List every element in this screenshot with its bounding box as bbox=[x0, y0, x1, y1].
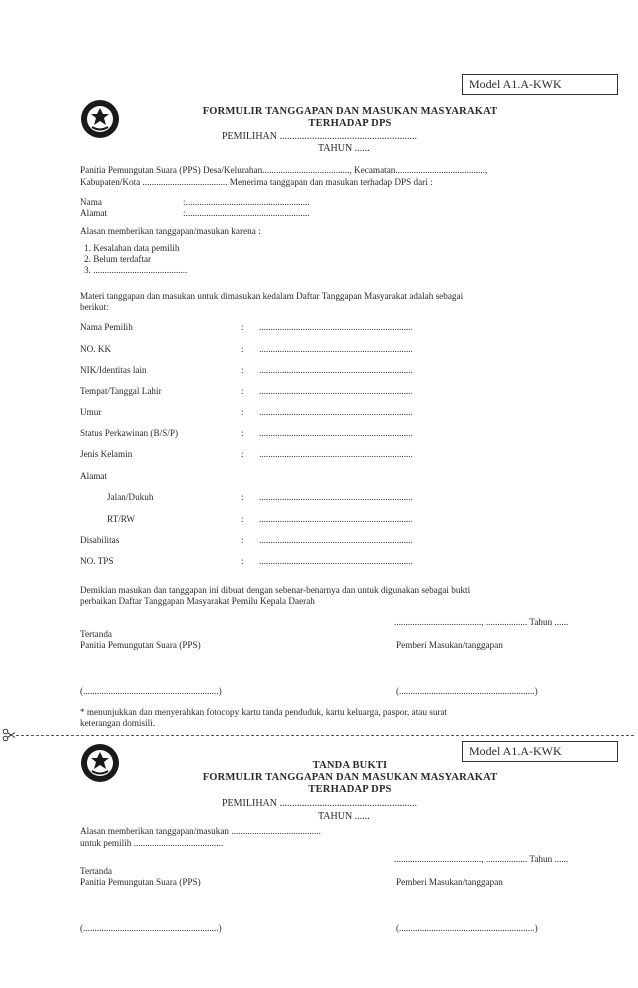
field-input[interactable]: ................................................................... bbox=[259, 386, 413, 396]
field-label: Disabilitas bbox=[80, 535, 120, 545]
field-input[interactable]: ................................................................... bbox=[259, 344, 413, 354]
field-colon: : bbox=[241, 322, 244, 332]
reason-item[interactable]: 3. ......................................... bbox=[84, 265, 188, 275]
field-colon: : bbox=[241, 407, 244, 417]
field-label: Nama Pemilih bbox=[80, 322, 133, 332]
field-label: Alamat bbox=[80, 471, 108, 481]
date-line[interactable]: ......................................, .................. Tahun ...... bbox=[394, 617, 569, 627]
field-label: Tempat/Tanggal Lahir bbox=[80, 386, 162, 396]
pps-label: Panitia Pemungutan Suara (PPS) bbox=[80, 877, 201, 887]
field-input[interactable]: ................................................................... bbox=[259, 514, 413, 524]
field-input[interactable]: ................................................................... bbox=[259, 322, 413, 332]
model-label: Model A1.A-KWK bbox=[462, 741, 618, 762]
field-colon: : bbox=[241, 556, 244, 566]
signature-right[interactable]: (...........................................................) bbox=[396, 686, 538, 696]
field-colon: : bbox=[241, 386, 244, 396]
materi-line-1: Materi tanggapan dan masukan untuk dimasukan kedalam Daftar Tanggapan Masyarakat adalah sebagai bbox=[80, 291, 464, 301]
receipt-title: TANDA BUKTI bbox=[312, 760, 388, 771]
scissors-icon bbox=[2, 728, 16, 742]
form-subtitle: TERHADAP DPS bbox=[308, 784, 392, 795]
form-title: FORMULIR TANGGAPAN DAN MASUKAN MASYARAKAT bbox=[202, 772, 498, 783]
field-label: NIK/Identitas lain bbox=[80, 365, 147, 375]
field-colon: : bbox=[241, 344, 244, 354]
reason-item: 1. Kesalahan data pemilih bbox=[84, 243, 180, 253]
field-colon: : bbox=[241, 514, 244, 524]
alasan-heading: Alasan memberikan tanggapan/masukan karena : bbox=[80, 226, 261, 236]
footnote-line-1: * menunjukkan dan menyerahkan fotocopy kartu tanda penduduk, kartu keluarga, paspor, atau surat bbox=[80, 707, 448, 717]
field-input[interactable]: ................................................................... bbox=[259, 407, 413, 417]
field-label: Jenis Kelamin bbox=[80, 449, 133, 459]
field-label: NO. TPS bbox=[80, 556, 114, 566]
pemilihan-line: PEMILIHAN ....................................................... bbox=[222, 798, 417, 809]
reason-item: 2. Belum terdaftar bbox=[84, 254, 152, 264]
signature-right[interactable]: (...........................................................) bbox=[396, 923, 538, 933]
date-line[interactable]: ......................................, .................. Tahun ...... bbox=[394, 854, 569, 864]
field-input[interactable]: ................................................................... bbox=[259, 556, 413, 566]
kpu-logo-icon bbox=[80, 99, 120, 139]
form-subtitle: TERHADAP DPS bbox=[308, 118, 392, 129]
field-colon: : bbox=[241, 535, 244, 545]
field-label: NO. KK bbox=[80, 344, 112, 354]
field-input[interactable]: ................................................................... bbox=[259, 428, 413, 438]
field-colon: : bbox=[241, 365, 244, 375]
closing-line-2: perbaikan Daftar Tanggapan Masyarakat Pemilu Kepala Daerah bbox=[80, 596, 315, 606]
model-label: Model A1.A-KWK bbox=[462, 74, 618, 95]
pemilihan-line: PEMILIHAN ....................................................... bbox=[222, 131, 417, 142]
field-colon: : bbox=[241, 428, 244, 438]
alamat-field[interactable]: :...................................................... bbox=[183, 208, 310, 218]
field-input[interactable]: ................................................................... bbox=[259, 535, 413, 545]
field-input[interactable]: ................................................................... bbox=[259, 449, 413, 459]
materi-line-2: berikut: bbox=[80, 302, 109, 312]
field-label: Status Perkawinan (B/S/P) bbox=[80, 428, 178, 438]
pemberi-label: Pemberi Masukan/tanggapan bbox=[396, 877, 503, 887]
tertanda-label: Tertanda bbox=[80, 866, 113, 876]
field-input[interactable]: ................................................................... bbox=[259, 492, 413, 502]
alasan-line-2[interactable]: untuk pemilih ....................................... bbox=[80, 838, 224, 848]
pemberi-label: Pemberi Masukan/tanggapan bbox=[396, 640, 503, 650]
alamat-label: Alamat bbox=[80, 208, 108, 218]
cut-line bbox=[16, 735, 634, 736]
kpu-logo-icon bbox=[80, 743, 120, 783]
field-label: RT/RW bbox=[107, 514, 136, 524]
tahun-line: TAHUN ...... bbox=[318, 811, 370, 822]
footnote-line-2: keterangan domisili. bbox=[80, 718, 156, 728]
field-colon: : bbox=[241, 492, 244, 502]
field-label: Jalan/Dukuh bbox=[107, 492, 154, 502]
signature-left[interactable]: (...........................................................) bbox=[80, 923, 222, 933]
tertanda-label: Tertanda bbox=[80, 629, 113, 639]
field-label: Umur bbox=[80, 407, 102, 417]
alasan-line-1[interactable]: Alasan memberikan tanggapan/masukan ....................................... bbox=[80, 826, 321, 836]
signature-left[interactable]: (...........................................................) bbox=[80, 686, 222, 696]
nama-field[interactable]: :...................................................... bbox=[183, 197, 310, 207]
form-title: FORMULIR TANGGAPAN DAN MASUKAN MASYARAKAT bbox=[202, 106, 498, 117]
tahun-line: TAHUN ...... bbox=[318, 143, 370, 154]
intro-line-1: Panitia Pemungutan Suara (PPS) Desa/Kelurahan......................................, Kecamatan......................................., bbox=[80, 165, 488, 175]
field-colon: : bbox=[241, 449, 244, 459]
intro-line-2: Kabupaten/Kota ..................................... Menerima tanggapan dan masukan terhadap DPS dari : bbox=[80, 177, 433, 187]
closing-line-1: Demikian masukan dan tanggapan ini dibuat dengan sebenar-benarnya dan untuk digunakan sebagai bukti bbox=[80, 585, 471, 595]
nama-label: Nama bbox=[80, 197, 102, 207]
pps-label: Panitia Pemungutan Suara (PPS) bbox=[80, 640, 201, 650]
field-input[interactable]: ................................................................... bbox=[259, 365, 413, 375]
